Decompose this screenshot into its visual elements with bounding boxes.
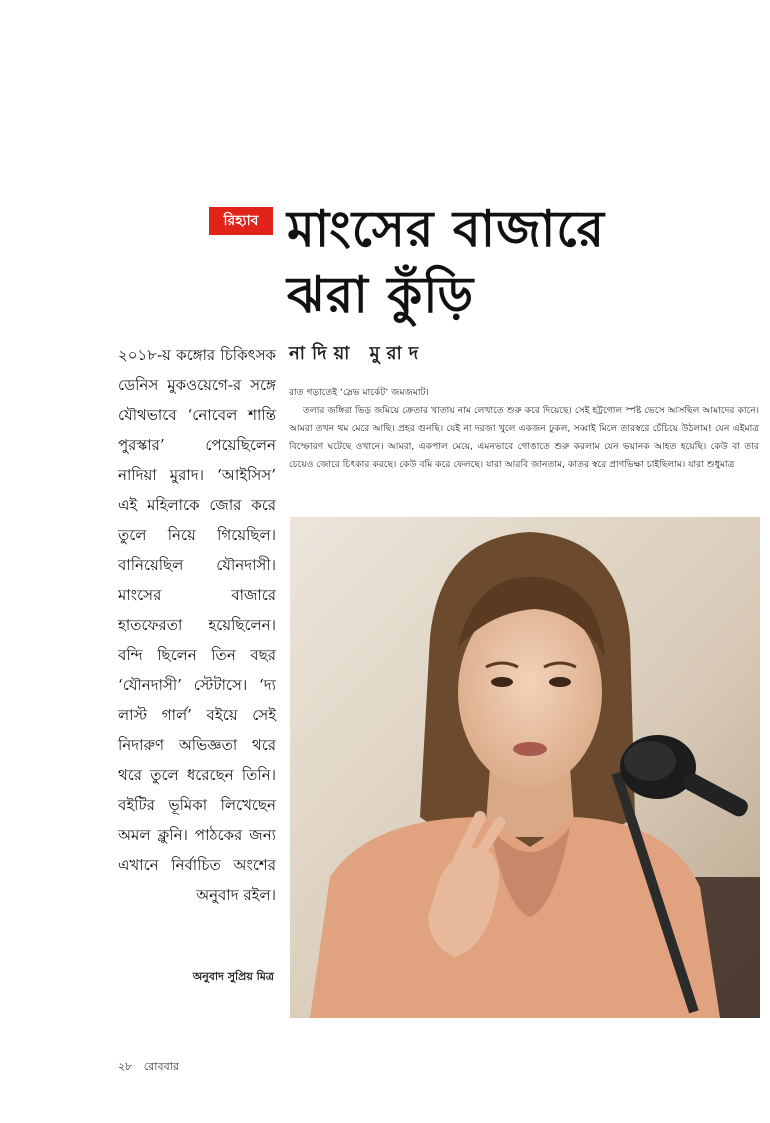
- body-paragraph-2: তলার জঙ্গিরা ভিড় জমিয়ে ক্রেতার খাতায় নাম লেখাতে শুরু করে দিয়েছে। সেই হট্টগোল স্পষ্ট ভেসে আসছিল আমাদের কানে। আমরা তখন থম মেরে আছি। প্রহর গুনছি। যেই না দরজা খুলে একজন ঢুকল, সব্বাই মিলে তারস্বরে চেঁচিয়ে উঠলাম! যেন এইমাত্র বিস্ফোরণ ঘটেছে ওখানে। আমরা, একপাল মেয়ে, এমনভাবে গোঙাতে শুরু করলাম যেন ভয়ানক আহত হয়েছি। কেউ বা তার চেয়েও জোরে চিৎকার করছে। কেউ বমি করে ফেলছে। যারা আরবি জানতাম, কাতর স্বরে প্রাণভিক্ষা চাইছিলাম। যারা শুধুমাত্র: [289, 405, 759, 470]
- headline-line-2: ঝরা কুঁড়ি: [287, 265, 475, 324]
- body-paragraph-1: রাত গড়াতেই ‘স্লেভ মার্কেট’ জমজমাট।: [289, 387, 429, 398]
- magazine-name: রোববার: [143, 1060, 179, 1073]
- translator-credit: অনুবাদ সুপ্রিয় মিত্র: [192, 970, 274, 983]
- headline: [287, 196, 757, 328]
- author-byline: নাদিয়া মুরাদ: [289, 343, 426, 364]
- article-body: [289, 384, 759, 474]
- page-number: ২৮: [118, 1060, 133, 1073]
- page-footer: [118, 1058, 179, 1077]
- intro-standfirst: ২০১৮-য় কঙ্গোর চিকিৎসক ডেনিস মুকওয়েগে-র সঙ্গে যৌথভাবে ‘নোবেল শান্তি পুরস্কার’ পেয়েছিলেন নাদিয়া মুরাদ। ‘আইসিস’ এই মহিলাকে জোর করে তুলে নিয়ে গিয়েছিল। বানিয়েছিল যৌনদাসী। মাংসের বাজারে হাতফেরতা হয়েছিলেন। বন্দি ছিলেন তিন বছর ‘যৌনদাসী’ স্টেটাসে। ‘দ্য লাস্ট গার্ল’ বইয়ে সেই নিদারুণ অভিজ্ঞতা থরে থরে তুলে ধরেছেন তিনি। বইটির ভূমিকা লিখেছেন অমল ক্লুনি। পাঠকের জন্য এখানে নির্বাচিত অংশের অনুবাদ রইল।: [118, 346, 276, 904]
- portrait-photo: [290, 517, 760, 1018]
- headline-line-1: মাংসের বাজারে: [287, 199, 605, 258]
- section-tag: রিহ্যাব: [209, 207, 273, 235]
- portrait-illustration: [290, 517, 760, 1018]
